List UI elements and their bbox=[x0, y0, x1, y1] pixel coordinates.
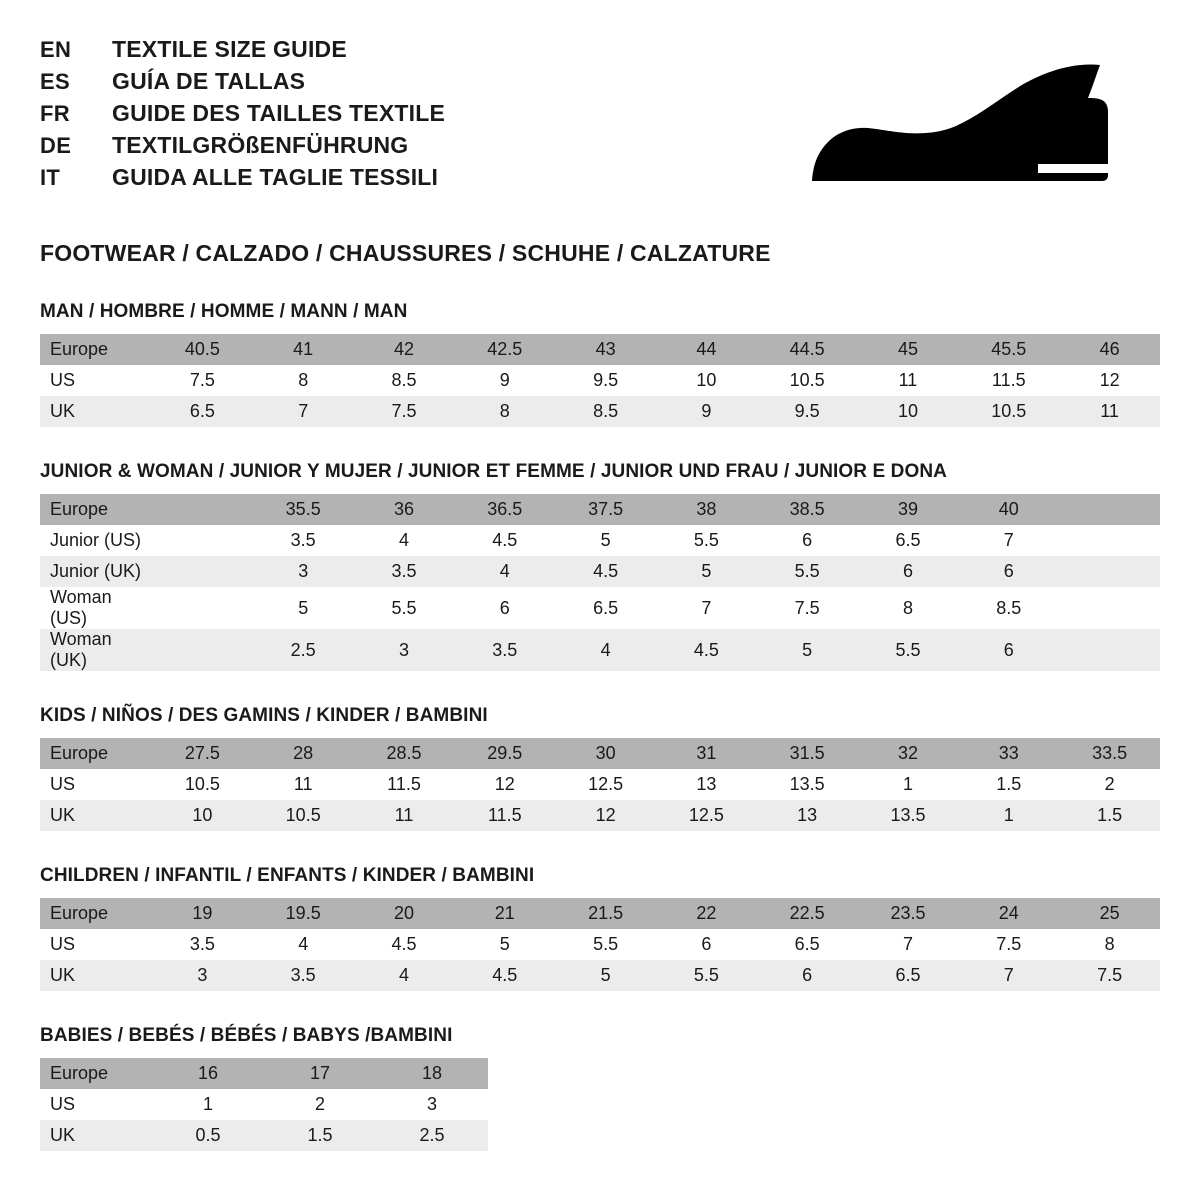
cell: 4.5 bbox=[454, 525, 555, 556]
cell: 4.5 bbox=[454, 960, 555, 991]
table-row bbox=[40, 738, 1160, 769]
cell: 6.5 bbox=[757, 929, 858, 960]
table-row bbox=[40, 396, 1160, 427]
cell: 20 bbox=[354, 898, 455, 929]
cell bbox=[152, 587, 253, 629]
cell: 12.5 bbox=[656, 800, 757, 831]
cell: 8 bbox=[858, 587, 959, 629]
cell: 1.5 bbox=[958, 769, 1059, 800]
cell: 43 bbox=[555, 334, 656, 365]
row-label: US bbox=[40, 1089, 152, 1120]
cell: 31.5 bbox=[757, 738, 858, 769]
cell: 3.5 bbox=[152, 929, 253, 960]
cell: 42 bbox=[354, 334, 455, 365]
cell: 42.5 bbox=[454, 334, 555, 365]
cell bbox=[1059, 629, 1160, 671]
cell: 5 bbox=[253, 587, 354, 629]
cell: 3.5 bbox=[454, 629, 555, 671]
cell: 6 bbox=[958, 556, 1059, 587]
row-label: UK bbox=[40, 960, 152, 991]
cell: 4.5 bbox=[354, 929, 455, 960]
cell: 3.5 bbox=[253, 960, 354, 991]
cell: 32 bbox=[858, 738, 959, 769]
cell: 38 bbox=[656, 494, 757, 525]
cell: 9.5 bbox=[555, 365, 656, 396]
cell: 2.5 bbox=[253, 629, 354, 671]
cell: 22.5 bbox=[757, 898, 858, 929]
cell: 45 bbox=[858, 334, 959, 365]
cell: 6 bbox=[958, 629, 1059, 671]
cell: 6.5 bbox=[858, 525, 959, 556]
language-title: TEXTILGRÖßENFÜHRUNG bbox=[112, 132, 409, 158]
cell: 0.5 bbox=[152, 1120, 264, 1151]
footwear-category-title: FOOTWEAR / CALZADO / CHAUSSURES / SCHUHE / CALZATURE bbox=[40, 240, 771, 266]
cell: 4 bbox=[253, 929, 354, 960]
table-row bbox=[40, 1120, 488, 1151]
cell bbox=[152, 525, 253, 556]
cell: 10.5 bbox=[152, 769, 253, 800]
cell: 12 bbox=[1059, 365, 1160, 396]
cell: 18 bbox=[376, 1058, 488, 1089]
size-table-kids bbox=[40, 738, 1160, 831]
language-row bbox=[40, 38, 445, 61]
size-table-man bbox=[40, 334, 1160, 427]
table-row bbox=[40, 587, 1160, 629]
cell: 10.5 bbox=[958, 396, 1059, 427]
cell: 6.5 bbox=[858, 960, 959, 991]
cell: 6 bbox=[656, 929, 757, 960]
cell: 11 bbox=[858, 365, 959, 396]
section-junior-woman bbox=[40, 461, 1160, 671]
cell: 11 bbox=[354, 800, 455, 831]
cell: 10 bbox=[152, 800, 253, 831]
cell: 28 bbox=[253, 738, 354, 769]
cell: 8 bbox=[253, 365, 354, 396]
cell: 44.5 bbox=[757, 334, 858, 365]
language-title: GUIDA ALLE TAGLIE TESSILI bbox=[112, 164, 439, 190]
cell: 4 bbox=[555, 629, 656, 671]
table-row bbox=[40, 525, 1160, 556]
cell bbox=[1059, 587, 1160, 629]
cell: 11.5 bbox=[958, 365, 1059, 396]
row-label: Europe bbox=[40, 1058, 152, 1089]
cell: 4.5 bbox=[555, 556, 656, 587]
table-row bbox=[40, 929, 1160, 960]
cell: 29.5 bbox=[454, 738, 555, 769]
cell: 7.5 bbox=[958, 929, 1059, 960]
table-row bbox=[40, 494, 1160, 525]
cell: 11.5 bbox=[354, 769, 455, 800]
cell: 5 bbox=[555, 525, 656, 556]
cell: 3 bbox=[376, 1089, 488, 1120]
row-label: UK bbox=[40, 396, 152, 427]
cell: 1 bbox=[958, 800, 1059, 831]
cell bbox=[1059, 494, 1160, 525]
table-row bbox=[40, 800, 1160, 831]
table-row bbox=[40, 898, 1160, 929]
cell: 5 bbox=[757, 629, 858, 671]
cell: 7 bbox=[958, 960, 1059, 991]
size-table-babies bbox=[40, 1058, 488, 1151]
cell: 39 bbox=[858, 494, 959, 525]
cell: 10 bbox=[656, 365, 757, 396]
cell: 6 bbox=[757, 960, 858, 991]
cell: 10 bbox=[858, 396, 959, 427]
cell: 27.5 bbox=[152, 738, 253, 769]
cell: 5 bbox=[555, 960, 656, 991]
cell: 8 bbox=[1059, 929, 1160, 960]
cell: 7 bbox=[656, 587, 757, 629]
language-title: GUÍA DE TALLAS bbox=[112, 68, 306, 94]
cell: 11.5 bbox=[454, 800, 555, 831]
cell: 5.5 bbox=[555, 929, 656, 960]
dress-shoe-icon bbox=[760, 30, 1160, 190]
cell: 9.5 bbox=[757, 396, 858, 427]
cell: 3 bbox=[354, 629, 455, 671]
cell: 35.5 bbox=[253, 494, 354, 525]
cell: 8 bbox=[454, 396, 555, 427]
cell: 41 bbox=[253, 334, 354, 365]
language-code: ES bbox=[40, 69, 70, 94]
cell: 8.5 bbox=[958, 587, 1059, 629]
cell: 7.5 bbox=[1059, 960, 1160, 991]
language-row bbox=[40, 166, 445, 189]
row-label: Junior (UK) bbox=[40, 556, 152, 587]
cell: 45.5 bbox=[958, 334, 1059, 365]
cell: 3.5 bbox=[253, 525, 354, 556]
cell: 17 bbox=[264, 1058, 376, 1089]
cell: 1 bbox=[858, 769, 959, 800]
cell: 5.5 bbox=[656, 960, 757, 991]
cell: 12 bbox=[454, 769, 555, 800]
cell: 31 bbox=[656, 738, 757, 769]
cell: 8.5 bbox=[354, 365, 455, 396]
cell: 44 bbox=[656, 334, 757, 365]
section-man bbox=[40, 301, 1160, 427]
cell: 21 bbox=[454, 898, 555, 929]
cell: 19 bbox=[152, 898, 253, 929]
cell: 6.5 bbox=[555, 587, 656, 629]
table-row bbox=[40, 365, 1160, 396]
cell: 2 bbox=[264, 1089, 376, 1120]
cell: 1.5 bbox=[1059, 800, 1160, 831]
row-label: Junior (US) bbox=[40, 525, 152, 556]
cell: 33.5 bbox=[1059, 738, 1160, 769]
cell: 4 bbox=[354, 525, 455, 556]
cell: 8.5 bbox=[555, 396, 656, 427]
language-row bbox=[40, 134, 445, 157]
cell: 9 bbox=[656, 396, 757, 427]
cell: 5.5 bbox=[354, 587, 455, 629]
cell: 5 bbox=[454, 929, 555, 960]
language-title: TEXTILE SIZE GUIDE bbox=[112, 36, 347, 62]
language-row bbox=[40, 70, 445, 93]
row-label: UK bbox=[40, 1120, 152, 1151]
cell bbox=[1059, 525, 1160, 556]
cell: 4 bbox=[354, 960, 455, 991]
cell: 13.5 bbox=[757, 769, 858, 800]
cell: 28.5 bbox=[354, 738, 455, 769]
language-row bbox=[40, 102, 445, 125]
cell: 1 bbox=[152, 1089, 264, 1120]
row-label: Europe bbox=[40, 494, 152, 525]
cell: 1.5 bbox=[264, 1120, 376, 1151]
section-title: JUNIOR & WOMAN / JUNIOR Y MUJER / JUNIOR ET FEMME / JUNIOR UND FRAU / JUNIOR E DONA bbox=[40, 461, 948, 482]
cell: 37.5 bbox=[555, 494, 656, 525]
section-title: KIDS / NIÑOS / DES GAMINS / KINDER / BAMBINI bbox=[40, 705, 488, 726]
page-header bbox=[40, 30, 1160, 198]
cell: 13 bbox=[656, 769, 757, 800]
language-code: EN bbox=[40, 37, 72, 62]
cell: 9 bbox=[454, 365, 555, 396]
cell: 16 bbox=[152, 1058, 264, 1089]
section-kids bbox=[40, 705, 1160, 831]
cell: 6 bbox=[454, 587, 555, 629]
cell bbox=[152, 494, 253, 525]
cell: 7.5 bbox=[757, 587, 858, 629]
cell: 6 bbox=[757, 525, 858, 556]
section-title: MAN / HOMBRE / HOMME / MANN / MAN bbox=[40, 301, 408, 322]
cell: 40 bbox=[958, 494, 1059, 525]
cell: 4.5 bbox=[656, 629, 757, 671]
cell: 11 bbox=[1059, 396, 1160, 427]
cell: 10.5 bbox=[253, 800, 354, 831]
cell bbox=[1059, 556, 1160, 587]
cell: 7 bbox=[958, 525, 1059, 556]
cell: 7 bbox=[253, 396, 354, 427]
cell: 33 bbox=[958, 738, 1059, 769]
cell: 3 bbox=[253, 556, 354, 587]
cell: 23.5 bbox=[858, 898, 959, 929]
cell: 7.5 bbox=[152, 365, 253, 396]
cell: 12.5 bbox=[555, 769, 656, 800]
cell: 30 bbox=[555, 738, 656, 769]
row-label: Europe bbox=[40, 738, 152, 769]
section-title: BABIES / BEBÉS / BÉBÉS / BABYS /BAMBINI bbox=[40, 1025, 453, 1046]
table-row bbox=[40, 629, 1160, 671]
cell: 6 bbox=[858, 556, 959, 587]
section-title: CHILDREN / INFANTIL / ENFANTS / KINDER / BAMBINI bbox=[40, 865, 535, 886]
cell: 7.5 bbox=[354, 396, 455, 427]
section-children bbox=[40, 865, 1160, 991]
cell: 13.5 bbox=[858, 800, 959, 831]
row-label: US bbox=[40, 929, 152, 960]
table-row bbox=[40, 1089, 488, 1120]
table-row bbox=[40, 1058, 488, 1089]
row-label: US bbox=[40, 769, 152, 800]
cell: 5.5 bbox=[656, 525, 757, 556]
cell: 36 bbox=[354, 494, 455, 525]
cell: 2 bbox=[1059, 769, 1160, 800]
cell: 7 bbox=[858, 929, 959, 960]
cell: 4 bbox=[454, 556, 555, 587]
row-label: Europe bbox=[40, 334, 152, 365]
language-code: FR bbox=[40, 101, 70, 126]
language-title-list bbox=[40, 30, 445, 198]
language-title: GUIDE DES TAILLES TEXTILE bbox=[112, 100, 445, 126]
cell: 36.5 bbox=[454, 494, 555, 525]
cell: 21.5 bbox=[555, 898, 656, 929]
row-label: Woman (US) bbox=[40, 587, 152, 629]
table-row bbox=[40, 556, 1160, 587]
cell: 5.5 bbox=[757, 556, 858, 587]
table-row bbox=[40, 334, 1160, 365]
cell: 40.5 bbox=[152, 334, 253, 365]
row-label: Woman (UK) bbox=[40, 629, 152, 671]
table-row bbox=[40, 769, 1160, 800]
language-code: DE bbox=[40, 133, 72, 158]
cell: 2.5 bbox=[376, 1120, 488, 1151]
size-table-junior-woman bbox=[40, 494, 1160, 671]
cell: 11 bbox=[253, 769, 354, 800]
row-label: UK bbox=[40, 800, 152, 831]
cell bbox=[152, 629, 253, 671]
row-label: Europe bbox=[40, 898, 152, 929]
cell: 5 bbox=[656, 556, 757, 587]
cell: 3 bbox=[152, 960, 253, 991]
table-row bbox=[40, 960, 1160, 991]
language-code: IT bbox=[40, 165, 61, 190]
cell: 22 bbox=[656, 898, 757, 929]
cell: 46 bbox=[1059, 334, 1160, 365]
cell: 12 bbox=[555, 800, 656, 831]
cell bbox=[152, 556, 253, 587]
cell: 13 bbox=[757, 800, 858, 831]
cell: 38.5 bbox=[757, 494, 858, 525]
cell: 3.5 bbox=[354, 556, 455, 587]
size-table-children bbox=[40, 898, 1160, 991]
cell: 19.5 bbox=[253, 898, 354, 929]
cell: 5.5 bbox=[858, 629, 959, 671]
cell: 6.5 bbox=[152, 396, 253, 427]
cell: 24 bbox=[958, 898, 1059, 929]
cell: 25 bbox=[1059, 898, 1160, 929]
cell: 10.5 bbox=[757, 365, 858, 396]
row-label: US bbox=[40, 365, 152, 396]
section-babies bbox=[40, 1025, 1160, 1151]
